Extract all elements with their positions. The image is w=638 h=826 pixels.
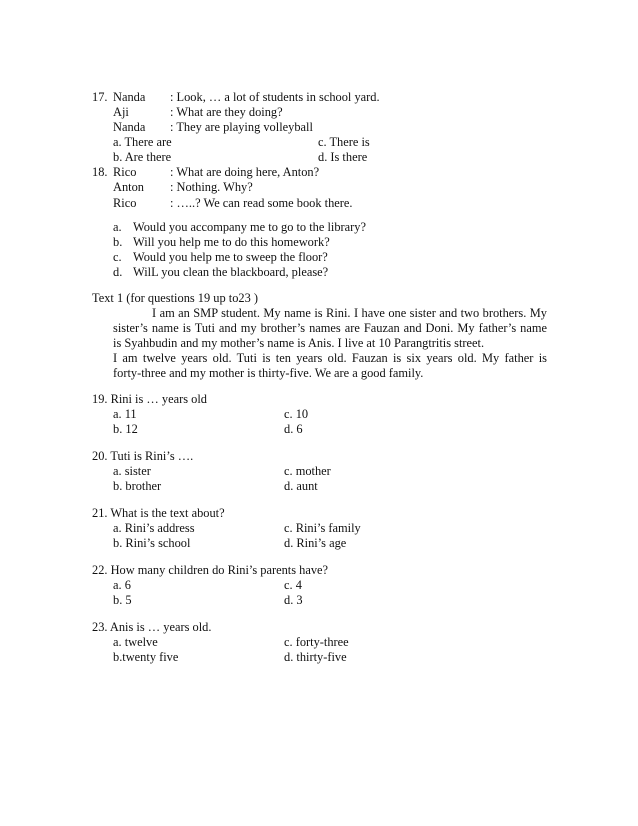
q17-line-3: : They are playing volleyball (170, 120, 313, 134)
q18-option-c-letter: c. (113, 250, 122, 264)
text1-line-1: I am an SMP student. My name is Rini. I have one sister and two brothers. My (152, 306, 547, 320)
q22-option-d: d. 3 (284, 593, 303, 607)
q23-option-b: b.twenty five (113, 650, 179, 664)
q21-option-b: b. Rini’s school (113, 536, 191, 550)
q19-option-b: b. 12 (113, 422, 138, 436)
q21-option-d: d. Rini’s age (284, 536, 347, 550)
q17-option-d: d. Is there (318, 150, 368, 164)
q20-option-d: d. aunt (284, 479, 318, 493)
q18-option-d: WilL you clean the blackboard, please? (133, 265, 329, 279)
q23-option-c: c. forty-three (284, 635, 349, 649)
q18-speaker-1: Rico (113, 165, 137, 179)
q19-stem: 19. Rini is … years old (92, 392, 207, 406)
q19-option-c: c. 10 (284, 407, 309, 421)
q18-option-c: Would you help me to sweep the floor? (133, 250, 328, 264)
text1-heading: Text 1 (for questions 19 up to23 ) (92, 291, 259, 305)
q18-number: 18. (92, 165, 108, 179)
text1-line-3: is Syahbudin and my mother’s name is Anis. I live at 10 Parangtritis street. (113, 336, 485, 350)
q17-speaker-1: Nanda (113, 90, 146, 104)
q18-speaker-2: Anton (113, 180, 144, 194)
text1-line-4: I am twelve years old. Tuti is ten years old. Fauzan is six years old. My father is (113, 351, 547, 365)
text1-line-2: sister’s name is Tuti and my brother’s names are Fauzan and Doni. My father’s name (113, 321, 547, 335)
q18-speaker-3: Rico (113, 196, 137, 210)
q18-option-a: Would you accompany me to go to the library? (133, 220, 366, 234)
q20-option-c: c. mother (284, 464, 331, 478)
q20-option-b: b. brother (113, 479, 162, 493)
q19-option-a: a. 11 (113, 407, 137, 421)
q18-option-d-letter: d. (113, 265, 123, 279)
text1-line-5: forty-three and my mother is thirty-five. We are a good family. (113, 366, 424, 380)
q23-stem: 23. Anis is … years old. (92, 620, 212, 634)
q21-option-c: c. Rini’s family (284, 521, 361, 535)
q19-option-d: d. 6 (284, 422, 303, 436)
q17-speaker-2: Aji (113, 105, 129, 119)
q18-line-1: : What are doing here, Anton? (170, 165, 320, 179)
q22-option-b: b. 5 (113, 593, 132, 607)
q18-option-b: Will you help me to do this homework? (133, 235, 330, 249)
q17-number: 17. (92, 90, 108, 104)
q18-line-2: : Nothing. Why? (170, 180, 253, 194)
q17-option-a: a. There are (113, 135, 172, 149)
q20-option-a: a. sister (113, 464, 151, 478)
q22-option-a: a. 6 (113, 578, 131, 592)
q22-option-c: c. 4 (284, 578, 302, 592)
q21-stem: 21. What is the text about? (92, 506, 225, 520)
q17-line-1: : Look, … a lot of students in school yard. (170, 90, 380, 104)
q17-speaker-3: Nanda (113, 120, 146, 134)
q17-line-2: : What are they doing? (170, 105, 283, 119)
q17-option-b: b. Are there (113, 150, 172, 164)
q18-option-a-letter: a. (113, 220, 122, 234)
q18-option-b-letter: b. (113, 235, 123, 249)
q22-stem: 22. How many children do Rini’s parents have? (92, 563, 329, 577)
q18-line-3: : …..? We can read some book there. (170, 196, 353, 210)
q17-option-c: c. There is (318, 135, 370, 149)
q21-option-a: a. Rini’s address (113, 521, 195, 535)
q20-stem: 20. Tuti is Rini’s …. (92, 449, 194, 463)
q23-option-a: a. twelve (113, 635, 158, 649)
q23-option-d: d. thirty-five (284, 650, 347, 664)
